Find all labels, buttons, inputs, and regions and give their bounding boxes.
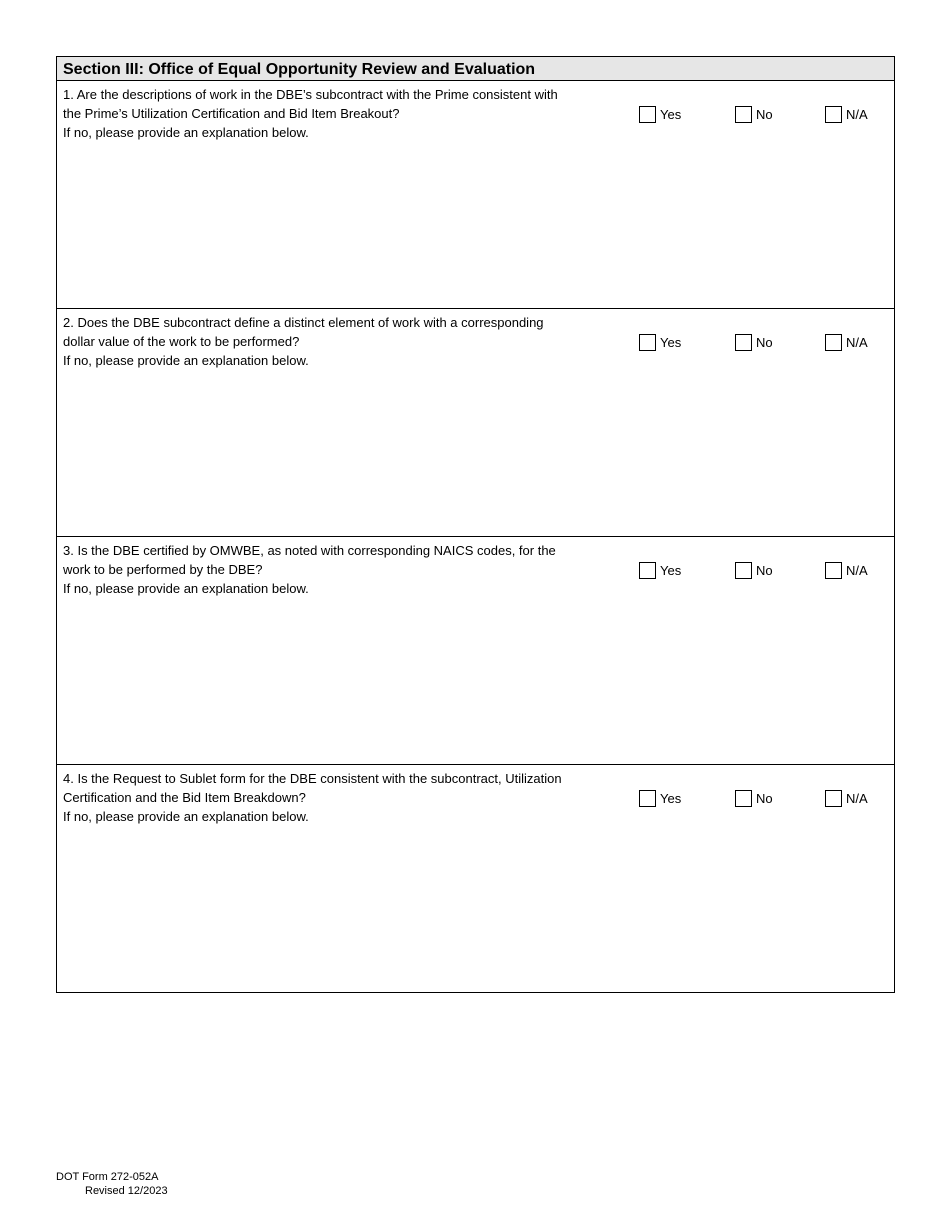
question-line: If no, please provide an explanation below.	[63, 581, 309, 596]
question-row-4	[57, 765, 894, 992]
form-footer	[56, 1170, 168, 1198]
q4-no-checkbox[interactable]	[735, 788, 773, 808]
question-line: 4. Is the Request to Sublet form for the DBE consistent with the subcontract, Utilization	[63, 771, 562, 786]
question-text	[63, 313, 608, 370]
question-line: 3. Is the DBE certified by OMWBE, as noted with corresponding NAICS codes, for the	[63, 543, 556, 558]
question-line: If no, please provide an explanation below.	[63, 125, 309, 140]
question-line: If no, please provide an explanation below.	[63, 353, 309, 368]
checkbox-box[interactable]	[735, 334, 752, 351]
q2-na-checkbox[interactable]	[825, 332, 868, 352]
q3-yes-checkbox[interactable]	[639, 560, 681, 580]
checkbox-box[interactable]	[735, 790, 752, 807]
option-label: No	[756, 562, 773, 578]
question-line: the Prime’s Utilization Certification and Bid Item Breakout?	[63, 106, 400, 121]
q3-na-checkbox[interactable]	[825, 560, 868, 580]
q1-na-checkbox[interactable]	[825, 104, 868, 124]
revision-date: Revised 12/2023	[85, 1185, 168, 1197]
checkbox-box[interactable]	[825, 334, 842, 351]
question-line: 2. Does the DBE subcontract define a distinct element of work with a corresponding	[63, 315, 544, 330]
option-label: N/A	[846, 106, 868, 122]
form-number: DOT Form 272-052A	[56, 1171, 159, 1183]
question-row-1	[57, 81, 894, 309]
question-text	[63, 541, 608, 598]
option-label: N/A	[846, 334, 868, 350]
question-text	[63, 85, 608, 142]
q2-no-checkbox[interactable]	[735, 332, 773, 352]
q3-explanation-field[interactable]	[63, 605, 888, 758]
checkbox-box[interactable]	[639, 106, 656, 123]
question-line: work to be performed by the DBE?	[63, 562, 263, 577]
option-label: No	[756, 334, 773, 350]
checkbox-box[interactable]	[639, 334, 656, 351]
question-line: 1. Are the descriptions of work in the DBE’s subcontract with the Prime consistent with	[63, 87, 558, 102]
checkbox-box[interactable]	[825, 106, 842, 123]
question-text	[63, 769, 608, 826]
section-title: Section III: Office of Equal Opportunity Review and Evaluation	[57, 57, 894, 81]
checkbox-box[interactable]	[735, 106, 752, 123]
q3-no-checkbox[interactable]	[735, 560, 773, 580]
option-label: No	[756, 106, 773, 122]
option-label: Yes	[660, 562, 682, 578]
q2-yes-checkbox[interactable]	[639, 332, 681, 352]
q4-na-checkbox[interactable]	[825, 788, 868, 808]
option-label: Yes	[660, 106, 682, 122]
question-row-3	[57, 537, 894, 765]
q1-no-checkbox[interactable]	[735, 104, 773, 124]
checkbox-box[interactable]	[825, 562, 842, 579]
checkbox-box[interactable]	[639, 790, 656, 807]
checkbox-box[interactable]	[735, 562, 752, 579]
checkbox-box[interactable]	[825, 790, 842, 807]
option-label: No	[756, 790, 773, 806]
checkbox-box[interactable]	[639, 562, 656, 579]
question-line: If no, please provide an explanation below.	[63, 809, 309, 824]
question-row-2	[57, 309, 894, 537]
question-line: dollar value of the work to be performed?	[63, 334, 300, 349]
option-label: Yes	[660, 334, 682, 350]
q4-yes-checkbox[interactable]	[639, 788, 681, 808]
option-label: Yes	[660, 790, 682, 806]
q1-yes-checkbox[interactable]	[639, 104, 681, 124]
option-label: N/A	[846, 562, 868, 578]
option-label: N/A	[846, 790, 868, 806]
q2-explanation-field[interactable]	[63, 377, 888, 530]
question-line: Certification and the Bid Item Breakdown?	[63, 790, 306, 805]
q4-explanation-field[interactable]	[63, 833, 888, 986]
evaluation-form-table	[56, 56, 895, 993]
q1-explanation-field[interactable]	[63, 149, 888, 302]
